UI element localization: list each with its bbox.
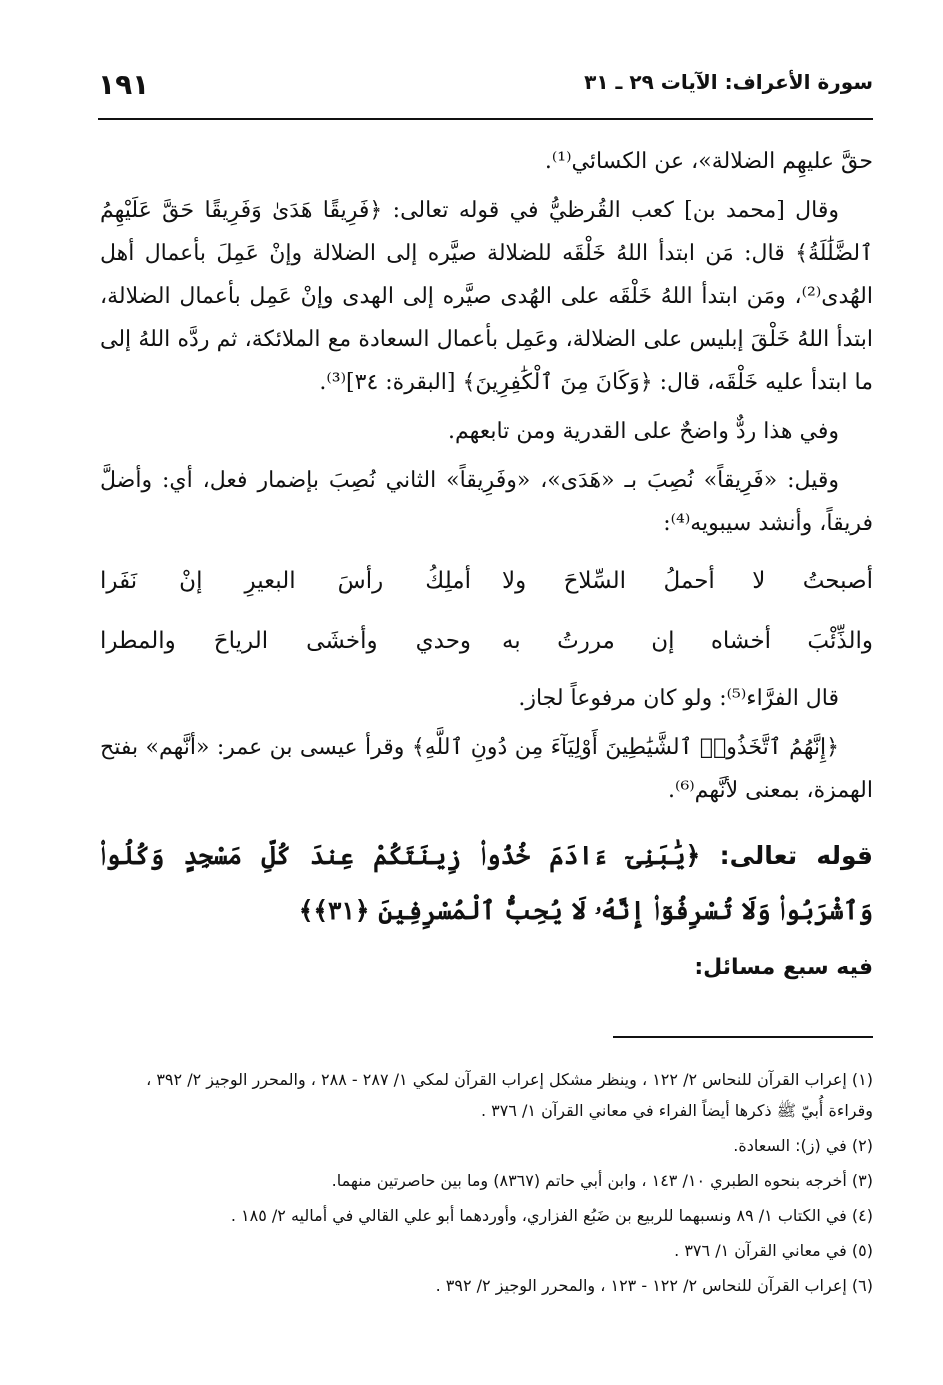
paragraph-6: ﴿إِنَّهُمُ ٱتَّخَذُوا۟ ٱلشَّيَٰطِينَ أَوْلِيَآءَ مِن دُونِ ٱللَّهِ﴾ وقرأ عيسى بن عمر: «أنَّهم» بفتح الهمزة، بمعنى لأنَّهم⁽⁶⁾. xyxy=(100,735,873,803)
poem-verse xyxy=(100,551,873,611)
paragraph-3: وفي هذا ردٌّ واضحٌ على القدرية ومن تابعهم. xyxy=(447,419,839,444)
footnote: (٤) في الكتاب ١/ ٨٩ ونسبهما للربيع بن ضَبُع الفزاري، وأوردهما أبو علي القالي في أماليه ٢/ ١٨٥ . xyxy=(230,1206,873,1225)
poem-hemistich-first: أصبحتُ لا أحملُ السِّلاحَ ولا xyxy=(501,567,873,594)
footnote: (٥) في معاني القرآن ١/ ٣٧٦ . xyxy=(674,1241,873,1260)
poem-hemistich-second: وحدي وأخشَى الرياحَ والمطرا xyxy=(100,627,472,654)
footnote: (٢) في (ز): السعادة. xyxy=(733,1136,873,1155)
ayah-label: قوله تعالى: xyxy=(719,841,874,870)
running-head: سورة الأعراف: الآيات ٢٩ ـ ٣١ xyxy=(584,70,873,94)
ayah-heading xyxy=(100,828,873,938)
paragraph-2: وقال [محمد بن] كعب القُرظيُّ في قوله تعالى: ﴿فَرِيقًا هَدَىٰ وَفَرِيقًا حَقَّ عَلَيْهِمُ ٱلضَّلَٰلَةُ﴾ قال: مَن ابتدأ اللهُ خَلْقَه للضلالة صيَّره إلى الضلالة وإنْ عَمِلَ بأعمال أهل الهُدى⁽²⁾، ومَن ابتدأ اللهُ خَلْقَه على الهُدى صيَّره إلى الهدى وإنْ عَمِل بأعمال الضلالة، ابتدأ اللهُ خَلْقَ إبليس على الضلالة، وعَمِل بأعمال السعادة مع الملائكة، ثم ردَّه اللهُ إلى ما ابتدأ عليه خَلْقَه، قال: ﴿وَكَانَ مِنَ ٱلْكَٰفِرِينَ﴾ [البقرة: ٣٤]⁽³⁾. xyxy=(100,198,873,395)
footnote: (١) إعراب القرآن للنحاس ٢/ ١٢٢ ، وينظر مشكل إعراب القرآن لمكي ١/ ٢٨٧ - ٢٨٨ ، والمحرر الوجيز ٢/ ٣٩٢ ، وقراءة أُبيّ ﷺ ذكرها أيضاً الفراء في معاني القرآن ١/ ٣٧٦ . xyxy=(146,1070,873,1120)
ayah-text: ﴿يَٰبَنِىٓ ءَادَمَ خُذُوا۟ زِينَتَكُمْ عِندَ كُلِّ مَسْجِدٍ وَكُلُوا۟ وَٱشْرَبُوا۟ وَلَا تُسْرِفُوٓا۟ إِنَّهُۥ لَا يُحِبُّ ٱلْمُسْرِفِينَ ﴿٣١﴾﴾ xyxy=(100,841,873,925)
footnote: (٦) إعراب القرآن للنحاس ٢/ ١٢٢ - ١٢٣ ، والمحرر الوجيز ٢/ ٣٩٢ . xyxy=(435,1276,873,1295)
main-text xyxy=(100,140,873,989)
footnote: (٣) أخرجه بنحوه الطبري ١٠/ ١٤٣ ، وابن أبي حاتم (٨٣٦٧) وما بين حاصرتين منهما. xyxy=(331,1171,873,1190)
footnotes xyxy=(100,1064,873,1305)
section-heading: فيه سبع مسائل: xyxy=(694,955,873,980)
page-number: ١٩١ xyxy=(98,68,150,101)
paragraph-5: قال الفرَّاء⁽⁵⁾: ولو كان مرفوعاً لجاز. xyxy=(518,686,839,711)
footnote-divider xyxy=(613,1036,873,1038)
poem-hemistich-second: أملِكُ رأسَ البعيرِ إنْ نَفَرا xyxy=(100,567,472,594)
paragraph-4: وقيل: «فَرِيقاً» نُصِبَ بـ «هَدَى»، «وفَرِيقاً» الثاني نُصِبَ بإضمار فعل، أي: وأضلَّ فريقاً، وأنشد سيبويه⁽⁴⁾: xyxy=(100,468,873,536)
page-header xyxy=(98,66,873,120)
poem xyxy=(100,551,873,671)
poem-hemistich-first: والذِّئْبَ أخشاه إن مررتُ به xyxy=(501,627,873,654)
paragraph-1: حقَّ عليهِم الضلالة»، عن الكسائي⁽¹⁾. xyxy=(544,149,873,174)
poem-verse xyxy=(100,611,873,671)
